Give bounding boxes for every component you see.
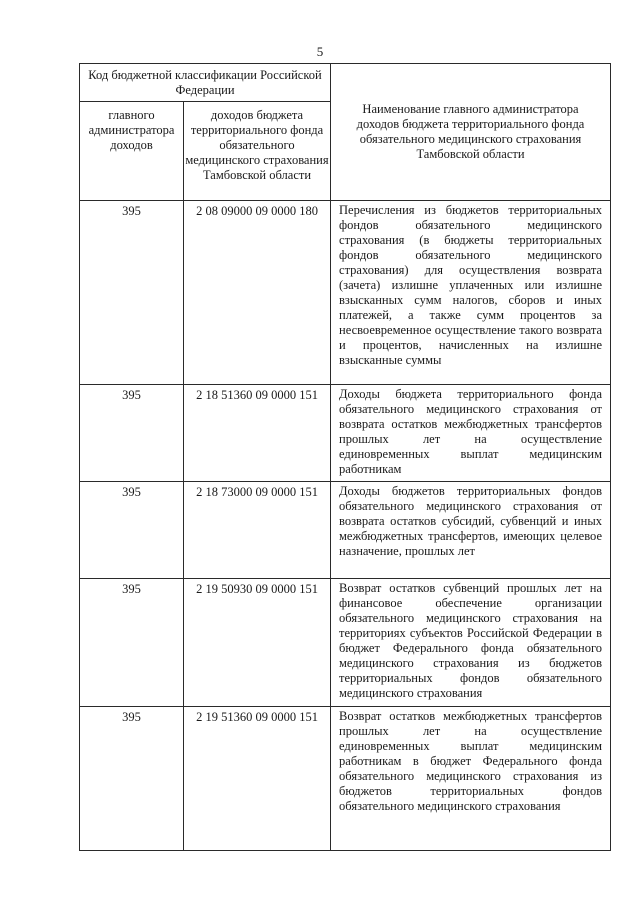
header-classification-code: Код бюджетной классификации Российской Федерации bbox=[80, 64, 331, 102]
table-row bbox=[80, 579, 611, 707]
page-number: 5 bbox=[316, 44, 324, 59]
budget-classification-table bbox=[79, 63, 611, 851]
admin-code-cell: 395 bbox=[80, 385, 184, 482]
income-code-cell: 2 08 09000 09 0000 180 bbox=[184, 201, 331, 385]
header-income-code: доходов бюджета территориального фонда обязательного медицинского страхования Тамбовской области bbox=[184, 102, 331, 201]
income-name-cell: Доходы бюджетов территориальных фондов обязательного медицинского страхования от возврата остатков субсидий, субвенций и иных межбюджетных трансфертов, имеющих целевое назначение, прошлых лет bbox=[331, 482, 611, 579]
income-name-cell: Перечисления из бюджетов территориальных фондов обязательного медицинского страхования (в бюджеты территориальных фондов обязательного медицинского страхования) для осуществления возврата (зачета) излишне уплаченных или излишне взысканных сумм налогов, сборов и иных платежей, а также сумм процентов за несвоевременное осуществление такого возврата и процентов, начисленных на излишне взысканные суммы bbox=[331, 201, 611, 385]
income-code-cell: 2 18 51360 09 0000 151 bbox=[184, 385, 331, 482]
income-code-cell: 2 19 51360 09 0000 151 bbox=[184, 707, 331, 851]
income-code-cell: 2 19 50930 09 0000 151 bbox=[184, 579, 331, 707]
income-code-cell: 2 18 73000 09 0000 151 bbox=[184, 482, 331, 579]
header-main-administrator: главного администратора доходов bbox=[80, 102, 184, 201]
income-name-cell: Возврат остатков субвенций прошлых лет на финансовое обеспечение организации обязательного медицинского страхования на территориях субъектов Российской Федерации в бюджет Федерального фонда обязательного медицинского страхования из бюджетов территориальных фондов обязательного медицинского страхования bbox=[331, 579, 611, 707]
admin-code-cell: 395 bbox=[80, 707, 184, 851]
admin-code-cell: 395 bbox=[80, 579, 184, 707]
admin-code-cell: 395 bbox=[80, 201, 184, 385]
income-name-cell: Возврат остатков межбюджетных трансфертов прошлых лет на осуществление единовременных выплат медицинским работникам в бюджет Федерального фонда обязательного медицинского страхования из бюджетов территориальных фондов обязательного медицинского страхования bbox=[331, 707, 611, 851]
admin-code-cell: 395 bbox=[80, 482, 184, 579]
header-administrator-name: Наименование главного администратора доходов бюджета территориального фонда обязательного медицинского страхования Тамбовской области bbox=[331, 64, 611, 201]
table-row bbox=[80, 482, 611, 579]
table-row bbox=[80, 201, 611, 385]
table-row bbox=[80, 385, 611, 482]
income-name-cell: Доходы бюджета территориального фонда обязательного медицинского страхования от возврата остатков межбюджетных трансфертов прошлых лет на осуществление единовременных выплат медицинским работникам bbox=[331, 385, 611, 482]
table-row bbox=[80, 707, 611, 851]
